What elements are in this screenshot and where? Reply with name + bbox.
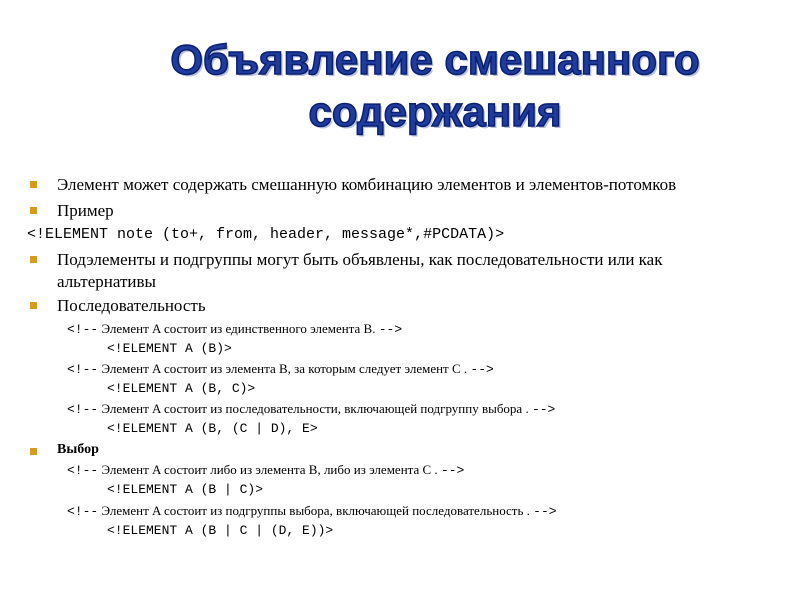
comment-line-3 bbox=[67, 400, 555, 419]
comment-open: <!-- bbox=[67, 463, 99, 478]
bullet-marker bbox=[30, 448, 37, 455]
comment-text: Элемент A состоит из элемента B, за которым следует элемент C . bbox=[101, 361, 468, 376]
element-declaration-3: <!ELEMENT A (B, (C | D), E> bbox=[107, 421, 318, 436]
element-declaration-4: <!ELEMENT A (B | C)> bbox=[107, 482, 264, 497]
comment-line-1 bbox=[67, 320, 402, 339]
comment-text: Элемент A состоит либо из элемента B, либо из элемента C . bbox=[101, 462, 438, 477]
bullet-subelements-line-2: альтернативы bbox=[57, 272, 156, 291]
bullet-marker bbox=[30, 256, 37, 263]
slide-title bbox=[0, 34, 800, 138]
bullet-example: Пример bbox=[57, 201, 114, 220]
bullet-sequence: Последовательность bbox=[57, 296, 206, 315]
comment-text: Элемент A состоит из последовательности, включающей подгруппу выбора . bbox=[101, 401, 529, 416]
bullet-marker bbox=[30, 302, 37, 309]
bullet-subelements-line-1: Подэлементы и подгруппы могут быть объявлены, как последовательности или как bbox=[57, 250, 663, 269]
comment-close: --> bbox=[531, 402, 556, 417]
comment-line-4 bbox=[67, 461, 464, 480]
comment-line-5 bbox=[67, 502, 557, 521]
comment-open: <!-- bbox=[67, 402, 99, 417]
comment-close: --> bbox=[470, 362, 494, 377]
comment-text: Элемент A состоит из подгруппы выбора, включающей последовательность . bbox=[101, 503, 530, 518]
element-declaration-5: <!ELEMENT A (B | C | (D, E))> bbox=[107, 523, 334, 538]
comment-text: Элемент A состоит из единственного элемента B. bbox=[101, 321, 376, 336]
element-declaration-1: <!ELEMENT A (B)> bbox=[107, 341, 232, 356]
bullet-marker bbox=[30, 207, 37, 214]
comment-open: <!-- bbox=[67, 362, 99, 377]
comment-close: --> bbox=[440, 463, 465, 478]
bullet-mixed-content: Элемент может содержать смешанную комбинацию элементов и элементов-потомков bbox=[57, 175, 677, 194]
comment-open: <!-- bbox=[67, 322, 99, 337]
comment-line-2 bbox=[67, 360, 494, 379]
element-declaration-2: <!ELEMENT A (B, C)> bbox=[107, 381, 256, 396]
bullet-marker bbox=[30, 181, 37, 188]
slide-title-line-2: содержания bbox=[308, 88, 562, 135]
comment-close: --> bbox=[533, 504, 557, 519]
example-code-line: <!ELEMENT note (to+, from, header, message*,#PCDATA)> bbox=[27, 226, 505, 243]
slide-title-line-1: Объявление смешанного bbox=[170, 36, 700, 83]
comment-open: <!-- bbox=[67, 504, 99, 519]
bullet-choice: Выбор bbox=[57, 442, 99, 457]
comment-close: --> bbox=[378, 322, 403, 337]
